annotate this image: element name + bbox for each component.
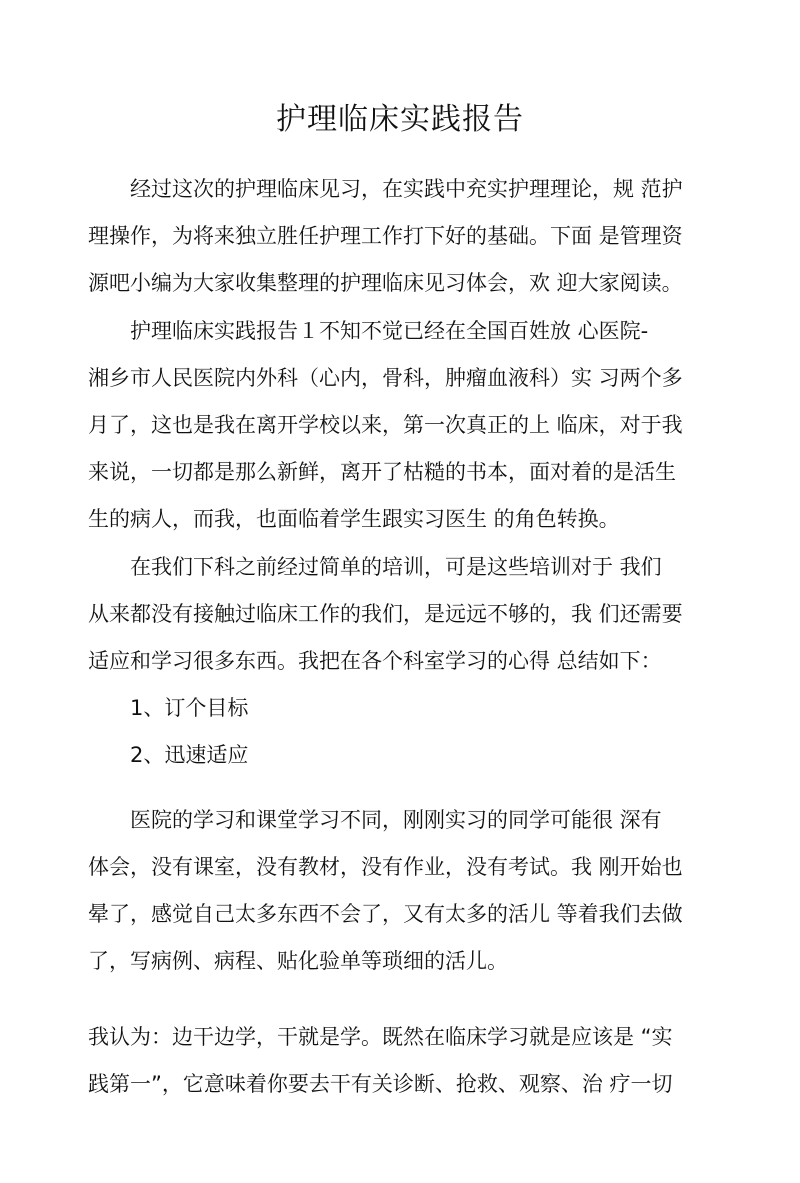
- paragraph-line: 护理临床实践报告１不知不觉已经在全国百姓放 心医院-: [88, 319, 649, 343]
- paragraph-line: 从来都没有接触过临床工作的我们，是远远不够的，我 们还需要: [88, 602, 683, 626]
- paragraph-line: 晕了，感觉自己太多东西不会了，又有太多的活儿 等着我们去做: [88, 902, 683, 926]
- document-title: 护理临床实践报告: [276, 102, 524, 138]
- paragraph-line: 经过这次的护理临床见习，在实践中充实护理理论，规 范护: [88, 177, 683, 201]
- paragraph-line: 体会，没有课室，没有教材，没有作业，没有考试。我 刚开始也: [88, 855, 683, 879]
- paragraph-line: 生的病人，而我，也面临着学生跟实习医生 的角色转换。: [88, 507, 620, 531]
- paragraph-line: 源吧小编为大家收集整理的护理临床见习体会，欢 迎大家阅读。: [88, 271, 683, 295]
- paragraph-line: 践第一”，它意味着你要去干有关诊断、抢救、观察、治 疗一切: [88, 1072, 673, 1096]
- list-item: 2、迅速适应: [88, 743, 249, 767]
- paragraph-line: 适应和学习很多东西。我把在各个科室学习的心得 总结如下：: [88, 649, 662, 673]
- paragraph-line: 医院的学习和课堂学习不同，刚刚实习的同学可能很 深有: [88, 808, 662, 832]
- paragraph-line: 我认为：边干边学，干就是学。既然在临床学习就是应该是 “实: [88, 1025, 673, 1049]
- paragraph-line: 月了，这也是我在离开学校以来，第一次真正的上 临床，对于我: [88, 413, 683, 437]
- list-item: 1、订个目标: [88, 696, 249, 720]
- paragraph-line: 了，写病例、病程、贴化验单等琐细的活儿。: [88, 949, 508, 973]
- paragraph-line: 理操作，为将来独立胜任护理工作打下好的基础。下面 是管理资: [88, 224, 683, 248]
- paragraph-line: 在我们下科之前经过简单的培训，可是这些培训对于 我们: [88, 555, 662, 579]
- paragraph-line: 来说，一切都是那么新鲜，离开了枯糙的书本，面对着的是活生: [88, 460, 676, 484]
- paragraph-line: 湘乡市人民医院内外科（心内，骨科，肿瘤血液科）实 习两个多: [88, 366, 683, 390]
